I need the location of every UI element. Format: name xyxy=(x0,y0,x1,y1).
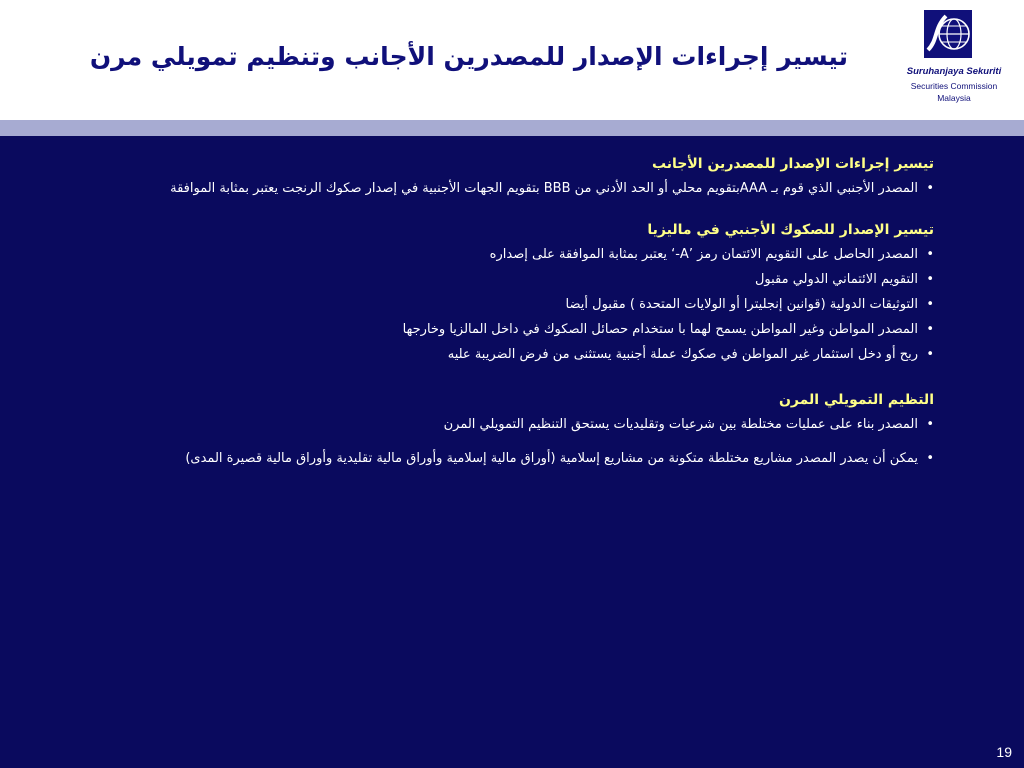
logo-subtitle-1: Securities Commission xyxy=(910,81,998,91)
bullet-item: • المصدر بناء على عمليات مختلطة بين شرعيات وتقليديات يستحق التنظيم التمويلي المرن xyxy=(34,416,934,434)
header-divider-band xyxy=(0,120,1024,136)
bullet-list xyxy=(34,180,934,198)
bullet-item: • يمكن أن يصدر المصدر مشاريع مختلطة متكونة من مشاريع إسلامية (أوراق مالية إسلامية وأوراق مالية تقليدية وأوراق مالية قصيرة المدى) xyxy=(34,450,934,468)
section-heading: تيسير إجراءات الإصدار للمصدرين الأجانب xyxy=(651,156,934,172)
content-area xyxy=(34,154,934,484)
bullet-list xyxy=(34,416,934,468)
bullet-list xyxy=(34,246,934,364)
logo-subtitle-2: Malaysia xyxy=(937,93,971,103)
section-heading: التظيم التمويلي المرن xyxy=(778,392,934,408)
securities-commission-logo xyxy=(900,10,1008,116)
logo-name: Suruhanjaya Sekuriti xyxy=(906,66,1002,77)
bullet-item: • المصدر الحاصل على التقويم الائتمان رمز ’A-‘ يعتبر بمثابة الموافقة على إصداره xyxy=(34,246,934,264)
section-foreign-sukuk xyxy=(34,220,934,364)
bullet-item: • التقويم الائتماني الدولي مقبول xyxy=(34,271,934,289)
bullet-item: • التوثيقات الدولية (قوانين إنجليترا أو الولايات المتحدة ) مقبول أيضا xyxy=(34,296,934,314)
page-number: 19 xyxy=(996,744,1012,760)
bullet-item: • ربح أو دخل استثمار غير المواطن في صكوك عملة أجنبية يستثنى من فرض الضريبة عليه xyxy=(34,346,934,364)
slide-title: تيسير إجراءات الإصدار للمصدرين الأجانب وتنظيم تمويلي مرن xyxy=(89,42,848,71)
globe-logo-icon xyxy=(924,10,972,58)
bullet-item: • المصدر الأجنبي الذي قوم بـ AAAبتقويم محلي أو الحد الأدني من BBB بتقويم الجهات الأجنبية في إصدار صكوك الرنجت يعتبر بمثابة الموافقة xyxy=(34,180,934,198)
section-foreign-issuers xyxy=(34,154,934,198)
section-flexible-regulation xyxy=(34,390,934,468)
slide-body xyxy=(0,136,1024,768)
bullet-item: • المصدر المواطن وغير المواطن يسمح لهما با ستخدام حصائل الصكوك في داخل المالزيا وخارجها xyxy=(34,321,934,339)
section-heading: تيسير الإصدار للصكوك الأجنبي في ماليزيا xyxy=(647,222,934,238)
slide-header xyxy=(0,0,1024,120)
